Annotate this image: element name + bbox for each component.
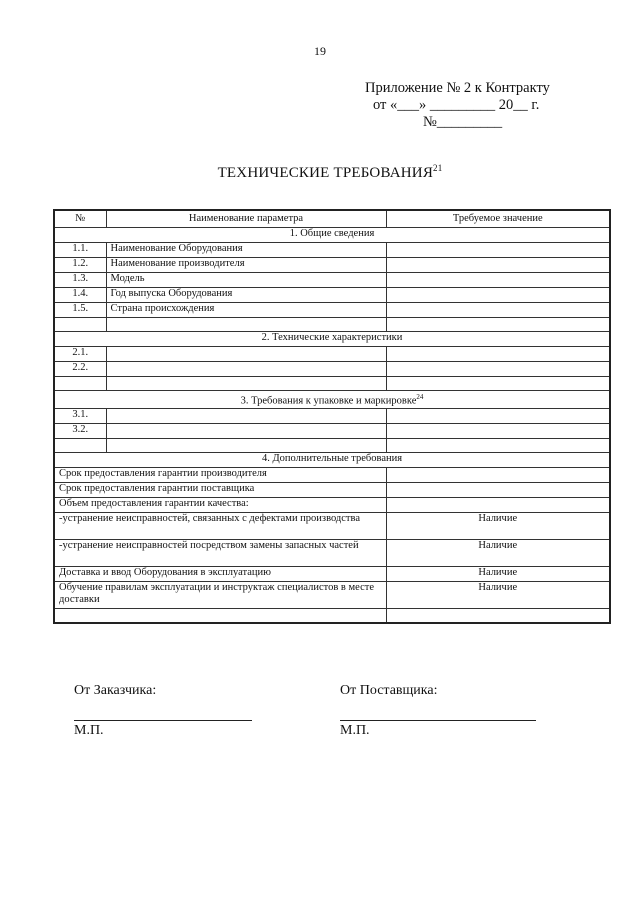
row-number: 2.1. xyxy=(54,347,106,362)
table-row xyxy=(54,467,610,482)
row-parameter: -устранение неисправностей посредством замены запасных частей xyxy=(54,539,386,566)
table-row xyxy=(54,408,610,423)
table-row xyxy=(54,423,610,438)
empty-cell xyxy=(386,438,610,452)
row-value xyxy=(386,467,610,482)
empty-row xyxy=(54,377,610,391)
table-row xyxy=(54,303,610,318)
row-number: 1.5. xyxy=(54,303,106,318)
row-parameter: Модель xyxy=(106,273,386,288)
row-parameter: Доставка и ввод Оборудования в эксплуатацию xyxy=(54,566,386,581)
packing-footnote: 24 xyxy=(416,393,424,401)
document-title xyxy=(0,163,640,182)
title-footnote: 21 xyxy=(433,163,443,173)
row-value xyxy=(386,273,610,288)
row-value xyxy=(386,288,610,303)
appendix-number: №_________ xyxy=(423,114,503,130)
section-tech-title: 2. Технические характеристики xyxy=(54,332,610,347)
row-number: 1.2. xyxy=(54,258,106,273)
row-parameter: Срок предоставления гарантии производителя xyxy=(54,467,386,482)
section-row-general xyxy=(54,228,610,243)
row-parameter: Объем предоставления гарантии качества: xyxy=(54,497,386,512)
row-value xyxy=(386,258,610,273)
table-row xyxy=(54,362,610,377)
row-parameter: Наименование Оборудования xyxy=(106,243,386,258)
appendix-title: Приложение № 2 к Контракту xyxy=(365,80,550,96)
requirements-table xyxy=(53,209,611,624)
row-parameter: Страна происхождения xyxy=(106,303,386,318)
page-number: 19 xyxy=(314,44,326,58)
section-additional-title: 4. Дополнительные требования xyxy=(54,452,610,467)
row-value xyxy=(386,423,610,438)
row-parameter: Год выпуска Оборудования xyxy=(106,288,386,303)
empty-cell xyxy=(106,377,386,391)
section-general-title: 1. Общие сведения xyxy=(54,228,610,243)
header-value: Требуемое значение xyxy=(386,210,610,228)
supplier-signature-line xyxy=(340,720,536,721)
customer-label: От Заказчика: xyxy=(74,683,157,698)
supplier-label: От Поставщика: xyxy=(340,683,438,698)
document-title-text: ТЕХНИЧЕСКИЕ ТРЕБОВАНИЯ xyxy=(217,165,434,181)
table-row xyxy=(54,482,610,497)
row-parameter: Срок предоставления гарантии поставщика xyxy=(54,482,386,497)
customer-signature-line xyxy=(74,720,252,721)
empty-cell xyxy=(54,318,106,332)
empty-row xyxy=(54,438,610,452)
row-value: Наличие xyxy=(386,581,610,608)
table-row xyxy=(54,539,610,566)
row-value xyxy=(386,362,610,377)
row-value: Наличие xyxy=(386,566,610,581)
row-number: 1.3. xyxy=(54,273,106,288)
row-parameter xyxy=(106,347,386,362)
table-row xyxy=(54,258,610,273)
row-value: Наличие xyxy=(386,512,610,539)
table-row xyxy=(54,497,610,512)
customer-stamp-label: М.П. xyxy=(74,723,104,738)
table-header-row xyxy=(54,210,610,228)
table-row xyxy=(54,581,610,608)
table-row xyxy=(54,347,610,362)
supplier-stamp-label: М.П. xyxy=(340,723,370,738)
row-value: Наличие xyxy=(386,539,610,566)
header-parameter: Наименование параметра xyxy=(106,210,386,228)
table-row xyxy=(54,243,610,258)
empty-cell xyxy=(54,377,106,391)
empty-cell xyxy=(106,438,386,452)
row-value xyxy=(386,243,610,258)
row-parameter xyxy=(106,423,386,438)
section-row-tech xyxy=(54,332,610,347)
row-number: 3.2. xyxy=(54,423,106,438)
table-row xyxy=(54,273,610,288)
appendix-date: от «___» _________ 20__ г. xyxy=(373,97,540,113)
table-row xyxy=(54,512,610,539)
header-number: № xyxy=(54,210,106,228)
row-parameter: Наименование производителя xyxy=(106,258,386,273)
section-row-packing xyxy=(54,391,610,409)
empty-row xyxy=(54,608,610,623)
empty-cell xyxy=(54,608,386,623)
section-packing-cell xyxy=(54,391,610,409)
table-row xyxy=(54,288,610,303)
row-number: 3.1. xyxy=(54,408,106,423)
row-number: 1.1. xyxy=(54,243,106,258)
section-packing-title: 3. Требования к упаковке и маркировке xyxy=(240,395,417,407)
row-number: 1.4. xyxy=(54,288,106,303)
row-parameter: Обучение правилам эксплуатации и инструктаж специалистов в месте доставки xyxy=(54,581,386,608)
empty-cell xyxy=(54,438,106,452)
row-value xyxy=(386,303,610,318)
row-number: 2.2. xyxy=(54,362,106,377)
empty-row xyxy=(54,318,610,332)
empty-cell xyxy=(386,318,610,332)
row-value xyxy=(386,408,610,423)
row-value xyxy=(386,347,610,362)
table-row xyxy=(54,566,610,581)
section-row-additional xyxy=(54,452,610,467)
empty-cell xyxy=(386,377,610,391)
empty-cell xyxy=(106,318,386,332)
appendix-header xyxy=(355,80,575,131)
row-parameter xyxy=(106,362,386,377)
row-value xyxy=(386,497,610,512)
row-parameter xyxy=(106,408,386,423)
row-parameter: -устранение неисправностей, связанных с дефектами производства xyxy=(54,512,386,539)
empty-cell xyxy=(386,608,610,623)
row-value xyxy=(386,482,610,497)
